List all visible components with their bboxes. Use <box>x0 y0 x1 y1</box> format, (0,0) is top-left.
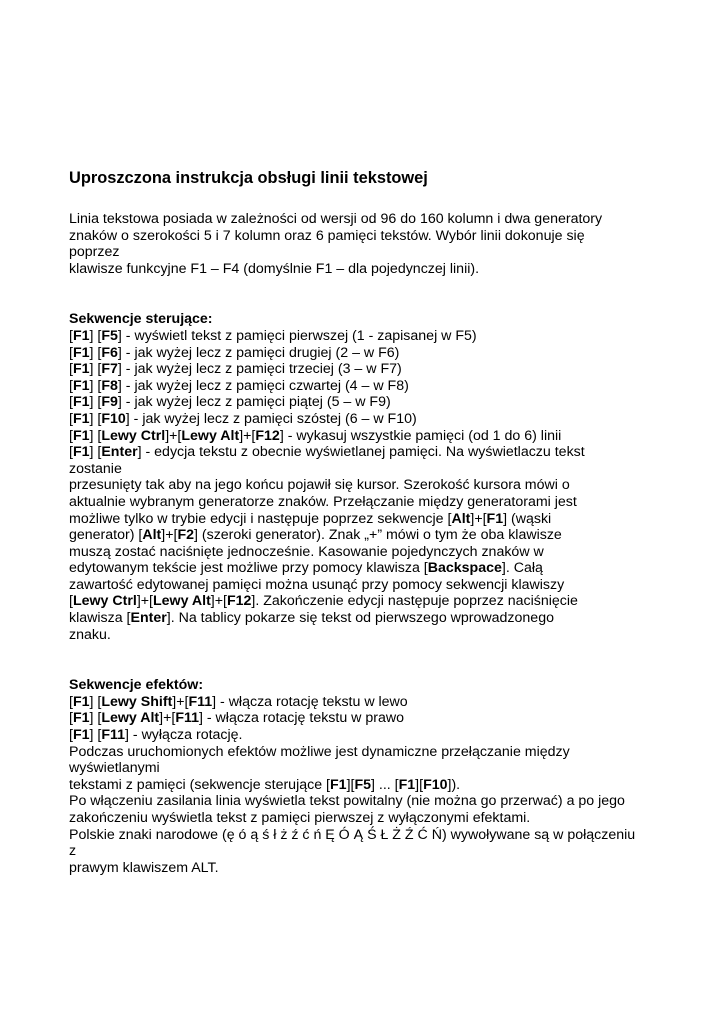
text-line: [F1] [F10] - jak wyżej lecz z pamięci szóstej (6 – w F10) <box>69 410 417 427</box>
key-label: F8 <box>101 377 118 394</box>
key-label: F10 <box>423 776 448 793</box>
key-label: Lewy Ctrl <box>101 427 166 444</box>
key-label: Lewy Alt <box>181 427 240 444</box>
text-line: Podczas uruchomionych efektów możliwe jest dynamiczne przełączanie między <box>69 743 570 760</box>
key-label: Lewy Ctrl <box>72 593 137 610</box>
text-line: generator) [Alt]+[F2] (szeroki generator). Znak „+” mówi o tym że oba klawisze <box>69 527 562 544</box>
key-label: F1 <box>330 776 347 793</box>
key-label: F10 <box>101 410 126 427</box>
section-gap <box>69 643 669 677</box>
text-line: wyświetlanymi <box>69 760 160 777</box>
text-line: [Lewy Ctrl]+[Lewy Alt]+[F12]. Zakończenie edycji następuje poprzez naciśnięcie <box>69 593 578 610</box>
key-label: F1 <box>398 776 416 793</box>
text-line: tekstami z pamięci (sekwencje sterujące [F1][F5] ... [F1][F10]). <box>69 776 461 793</box>
document-page <box>69 168 669 876</box>
text-line: muszą zostać naciśnięte jednocześnie. Kasowanie pojedynczych znaków w <box>69 543 544 560</box>
section-heading-control: Sekwencje sterujące: <box>69 311 213 328</box>
intro-paragraph <box>69 211 669 277</box>
text-line: z <box>69 843 77 860</box>
text-line: zostanie <box>69 460 122 477</box>
text-line: możliwe tylko w trybie edycji i następuje poprzez sekwencje [Alt]+[F1] (wąski <box>69 510 552 527</box>
text-line: edytowanym tekście jest możliwe przy pomocy klawisza [Backspace]. Całą <box>69 560 543 577</box>
key-label: F11 <box>175 710 199 727</box>
section-gap <box>69 277 669 311</box>
text-line: zawartość edytowanej pamięci można usunąć przy pomocy sekwencji klawiszy <box>69 576 565 593</box>
text-line: Polskie znaki narodowe (ę ó ą ś ł ż ź ć ń Ę Ó Ą Ś Ł Ż Ź Ć Ń) wywoływane są w połączeniu <box>69 826 636 843</box>
text-line: [F1] [Lewy Alt]+[F11] - włącza rotację tekstu w prawo <box>69 710 405 727</box>
text-line: [F1] [F7] - jak wyżej lecz z pamięci trzeciej (3 – w F7) <box>69 361 402 378</box>
key-label: F5 <box>101 327 118 344</box>
text-line: [F1] [F9] - jak wyżej lecz z pamięci piątej (5 – w F9) <box>69 394 391 411</box>
text-line: poprzez <box>69 244 120 261</box>
text-line: [F1] [F11] - wyłącza rotację. <box>69 727 243 744</box>
text-line: [F1] [F5] - wyświetl tekst z pamięci pierwszej (1 - zapisanej w F5) <box>69 327 477 344</box>
text-line: przesunięty tak aby na jego końcu pojawił się kursor. Szerokość kursora mówi o <box>69 477 570 494</box>
key-label: F1 <box>72 444 90 461</box>
key-label: F1 <box>72 377 90 394</box>
key-label: F1 <box>72 361 90 378</box>
key-label: F1 <box>72 727 90 744</box>
section-heading-effects: Sekwencje efektów: <box>69 677 204 694</box>
text-line: Linia tekstowa posiada w zależności od wersji od 96 do 160 kolumn i dwa generatory <box>69 211 603 227</box>
text-line: [F1] [F6] - jak wyżej lecz z pamięci drugiej (2 – w F6) <box>69 344 400 361</box>
control-sequences-section <box>69 311 669 643</box>
key-label: F12 <box>255 427 280 444</box>
key-label: Enter <box>130 610 167 627</box>
key-label: Lewy Alt <box>152 593 211 610</box>
text-line: znaków o szerokości 5 i 7 kolumn oraz 6 pamięci tekstów. Wybór linii dokonuje się <box>69 227 585 244</box>
text-line: Po włączeniu zasilania linia wyświetla tekst powitalny (nie można go przerwać) a po jego <box>69 793 625 810</box>
key-label: F1 <box>72 410 90 427</box>
text-line: [F1] [F8] - jak wyżej lecz z pamięci czwartej (4 – w F8) <box>69 377 409 394</box>
key-label: Lewy Shift <box>101 693 173 710</box>
key-label: F1 <box>72 693 90 710</box>
key-label: F12 <box>226 593 252 610</box>
text-line: aktualnie wybranym generatorze znaków. Przełączanie między generatorami jest <box>69 493 577 510</box>
key-label: Alt <box>451 510 471 527</box>
key-label: F11 <box>188 693 213 710</box>
key-label: F11 <box>101 727 126 744</box>
key-label: F1 <box>72 394 90 411</box>
key-label: F2 <box>177 527 194 544</box>
key-label: F1 <box>72 344 90 361</box>
text-line: [F1] [Enter] - edycja tekstu z obecnie wyświetlanej pamięci. Na wyświetlaczu tekst <box>69 444 585 461</box>
key-label: Backspace <box>427 560 502 577</box>
key-label: Lewy Alt <box>101 710 160 727</box>
text-line: klawisze funkcyjne F1 – F4 (domyślnie F1 – dla pojedynczej linii). <box>69 260 480 277</box>
key-label: F9 <box>101 394 118 411</box>
key-label: F5 <box>354 776 372 793</box>
document-title: Uproszczona instrukcja obsługi linii tekstowej <box>69 169 428 187</box>
key-label: F1 <box>486 510 504 527</box>
key-label: Alt <box>142 527 162 544</box>
key-label: F7 <box>101 361 118 378</box>
text-line: prawym klawiszem ALT. <box>69 859 219 876</box>
effect-sequences-section <box>69 677 669 876</box>
key-label: Enter <box>101 444 138 461</box>
text-line: znaku. <box>69 626 111 643</box>
key-label: F1 <box>72 327 90 344</box>
key-label: F1 <box>72 710 90 727</box>
text-line: zakończeniu wyświetla tekst z pamięci pierwszej z wyłączonymi efektami. <box>69 810 531 826</box>
text-line: klawisza [Enter]. Na tablicy pokarze się tekst od pierwszego wprowadzonego <box>69 610 554 627</box>
text-line: [F1] [Lewy Shift]+[F11] - włącza rotację tekstu w lewo <box>69 693 408 710</box>
text-line: [F1] [Lewy Ctrl]+[Lewy Alt]+[F12] - wykasuj wszystkie pamięci (od 1 do 6) linii <box>69 427 562 444</box>
key-label: F6 <box>101 344 118 361</box>
key-label: F1 <box>72 427 90 444</box>
